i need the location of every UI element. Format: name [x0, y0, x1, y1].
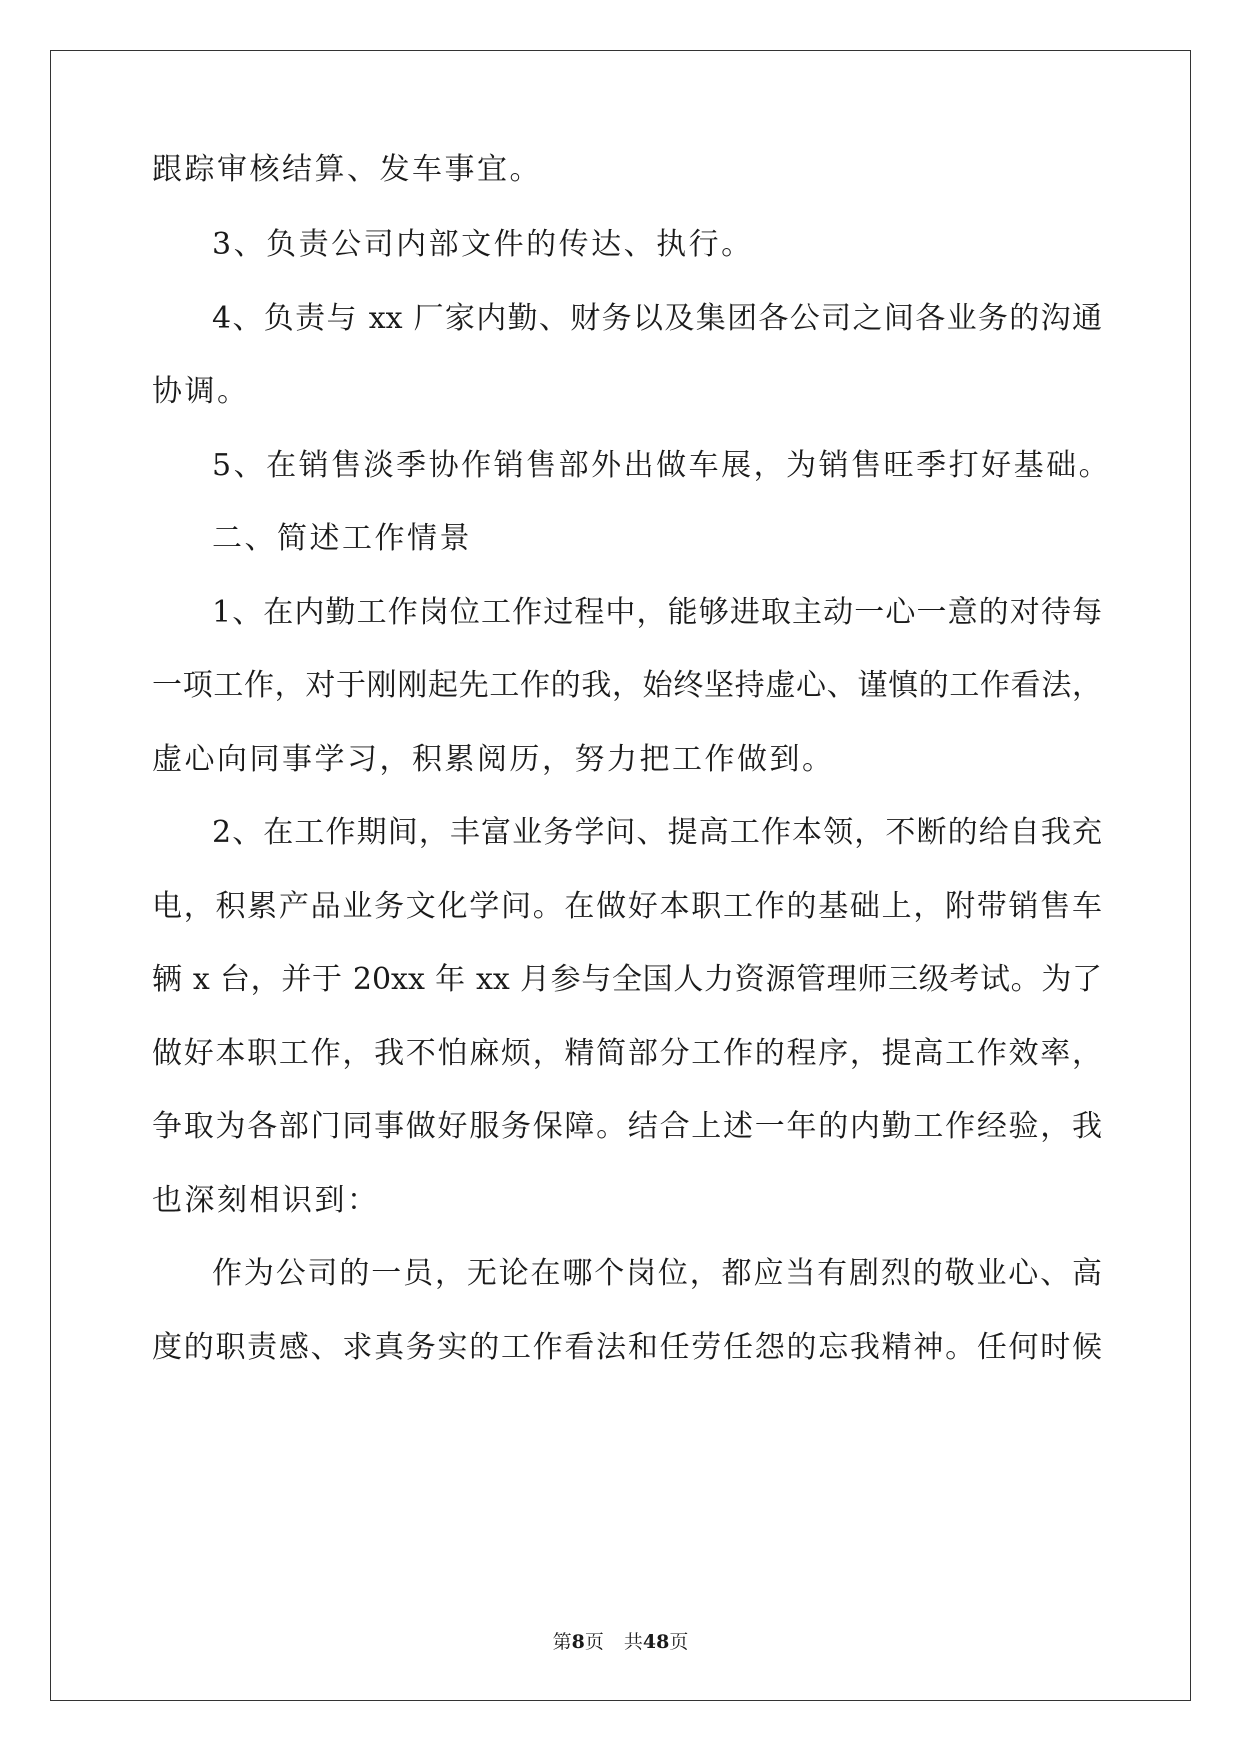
text-line: 跟踪审核结算、发车事宜。	[152, 152, 542, 187]
text-line: 争取为各部门同事做好服务保障。结合上述一年的内勤工作经验，我	[152, 1109, 1102, 1144]
text-line: 虚心向同事学习，积累阅历，努力把工作做到。	[152, 742, 835, 777]
text-line: 1、在内勤工作岗位工作过程中，能够进取主动一心一意的对待每	[212, 595, 1102, 630]
page-suffix: 页	[584, 1631, 604, 1653]
total-pages: 48	[642, 1631, 670, 1653]
text-line: 协调。	[152, 374, 250, 409]
total-suffix: 页	[669, 1631, 689, 1653]
page-footer	[0, 1630, 1241, 1654]
text-line: 作为公司的一员，无论在哪个岗位，都应当有剧烈的敬业心、高	[212, 1256, 1102, 1291]
text-line: 3、负责公司内部文件的传达、执行。	[212, 227, 754, 262]
text-line: 度的职责感、求真务实的工作看法和任劳任怨的忘我精神。任何时候	[152, 1330, 1102, 1365]
total-prefix: 共	[623, 1631, 643, 1653]
text-line: 2、在工作期间，丰富业务学问、提高工作本领，不断的给自我充	[212, 815, 1102, 850]
page-prefix: 第	[552, 1631, 572, 1653]
page-border	[50, 50, 1191, 1701]
page-number: 8	[571, 1631, 585, 1653]
text-line: 5、在销售淡季协作销售部外出做车展，为销售旺季打好基础。	[212, 448, 1112, 483]
text-line: 也深刻相识到：	[152, 1183, 380, 1218]
text-line: 电，积累产品业务文化学问。在做好本职工作的基础上，附带销售车	[152, 889, 1102, 924]
text-line: 4、负责与 xx 厂家内勤、财务以及集团各公司之间各业务的沟通	[212, 301, 1102, 336]
text-line: 做好本职工作，我不怕麻烦，精简部分工作的程序，提高工作效率，	[152, 1036, 1102, 1071]
section-heading: 二、简述工作情景	[212, 521, 472, 556]
text-line: 辆 x 台，并于 20xx 年 xx 月参与全国人力资源管理师三级考试。为了	[152, 962, 1102, 997]
text-line: 一项工作，对于刚刚起先工作的我，始终坚持虚心、谨慎的工作看法，	[152, 668, 1102, 703]
